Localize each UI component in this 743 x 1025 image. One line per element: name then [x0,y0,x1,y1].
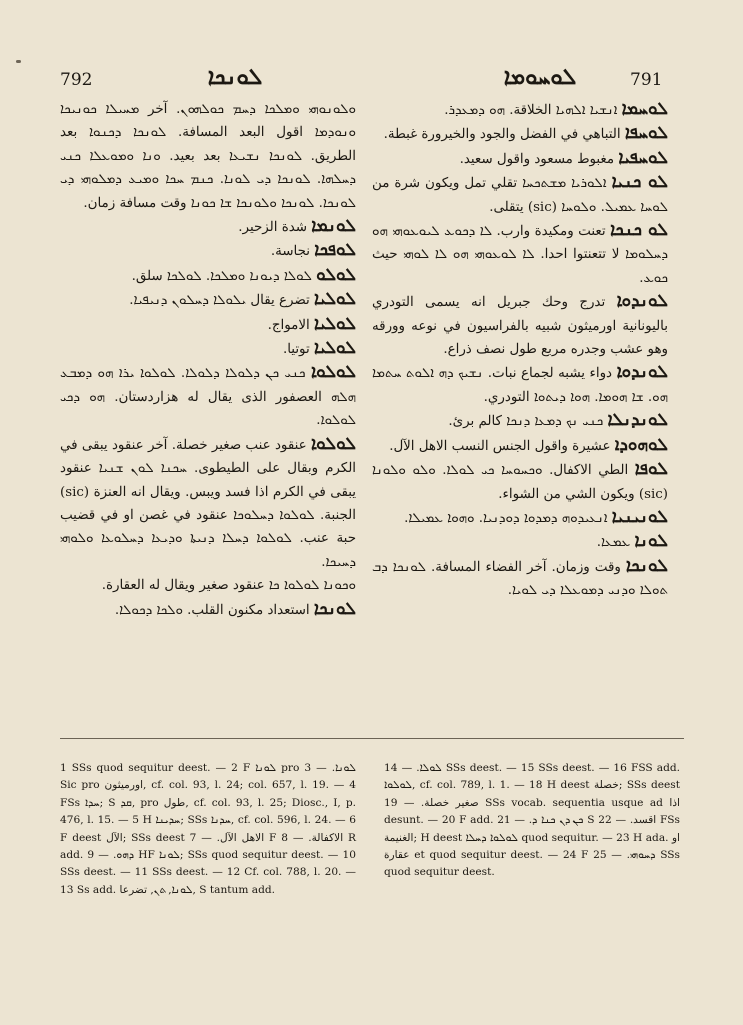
entry-headword: ܠܘܢܕܘܐ [616,291,668,312]
entry-definition: وقت وزمان. آخر الفضاء المسافة. ܠܘܢܟܐ ܕܒ ܬܘܠܐ ܘܕܢܝ ܕܡܘܥܠܐ ܕܝ ܠܘܝܐ. [372,559,668,599]
entry-headword: ܠܘܗܘܕܐ [614,434,668,455]
entry-definition: تدرج وحك جبريل انه يسمى التودري باليونانية اورميثون شبيه بالفراسيون في نوعه وورقه وهو عشب وجدره مربع طول نصف ذراع. [372,295,668,358]
footnote-rule [60,738,684,739]
entry-definition: ܐܢܥܝܕܘܗ ܕܡܕܘܐ ܕܘܕܢܝܐ. ܘܗܘܐ ܥܡܝܠܐ. [404,510,608,526]
entry-headword: ܠܘܢܡܐ [311,216,356,237]
left-column [60,98,356,622]
entry-definition: ܐܠܘܪܝܐ ܡܫܬܟܚܐ تقلي تمل ويكون شرة من ܠܘܚܐ ܥܡܝܠ. ܘܠܘܚܐ (sic) يتقلى. [372,176,668,215]
dictionary-entry [372,171,668,219]
entry-headword: ܠܘܦܐ [634,459,668,480]
entry-definition: ܘܟܘܢܐ ܠܘܠܘܐ ܟܐ عنقود صغير ويقال له العقارة. [101,578,356,594]
entry-headword: ܠܘܠܘܐ [311,433,357,454]
entry-definition: توتيا. [282,342,310,358]
entry-headword: ܠܘܠܝܐ [313,338,356,359]
dictionary-entry [372,147,668,171]
dictionary-entry [372,555,668,603]
dictionary-entry [60,337,356,361]
entry-definition: ܟܢܝ ܟܢ ܕܠܘܠܐ ܕܠܘܠܐ. ܠܘܠܘܐ ܝܪܐ ܗܘ ܕܡܒܥ ܗܠܗ العصفور الذى يقال له هزاردستان. ܗܘ ܕܟܝ ܠܘܠܘܐ. [60,366,356,429]
footnote-block: ܠܘܠܐ. — 14 SSs deest. — 15 SSs deest. — 16 FSS add. ܠܘܠܘܐ, cf. col. 789, l. 1. — 18 H deest خصلة; SSs deest صغير خصلة. — 19 SSs vocab. sequentia usque ad اذا desunt. — 20 F add. ܟܢ ܕܢ ܟܢܐ ܕ. — 21 S اقسد. — 22 FSs الغنيمة; H deest ܠܘܠܘܐ ܕܚܠܐ quod sequitur. — 23 H ada. او عقارة et quod sequitur deest. — 24 F ܕܚܘܗܝ. — 25 SSs quod sequitur deest. [384,762,681,879]
dictionary-entry [60,574,356,597]
dictionary-entry [372,409,668,433]
entry-definition: تعنت ومكيدة وارب. ܠܐ ܕܟܘܥ ܠܝܘܥܘܗܝ ܗܘ ܕܚܠܘܡܐ لا تتعنتوا احدا. ܠܐ ܠܘܥܘܗܝ ܗܘ ܠܐ ܠܘܗܝ حيث ܟܘܥ. [372,224,668,286]
entry-definition: ܘܠܘܢܘܗܝ ܘܡܠܟܐ ܕܚܡ ܟܘܠܗܘܢ. آخر ܡܚܝܠܐ ܟܘܢܝܟܐ ܘܢܘܕܡܐ اقول البعد المسافة. ܠܘܢܟܐ ܕܟܢܘܐ بعد الطريق. ܠܘܢܟܐ ܢܫܝܥܐ بعد بعيد. ܘܢܐ ܘܡܘܥܠܐ ܟܢܝ ܕܚܠܗܐ. ܠܘܢܟܐ ܕܝ ܠܘܢܐ. ܟܢܡ ܚܟܐ ܘܡܝܥ ܕܡܠܘܗܝ ܕܝ ܠܘܢܟܐ. ܠܘܢܟܐ ܘܠܘܢܟܐ ܫܐ ܟܘܢܐ وقت مسافة زمان. [60,102,356,211]
entry-definition: تضرع يقال ܝܠܘܠܐ ܕܚܠܘܢ ܕܢܝܦܝܐ. [129,293,310,309]
dictionary-entry [372,219,668,290]
entry-definition: ܥܡܥܐ. [596,535,631,551]
dictionary-entry [60,215,356,239]
entry-definition: دواء يشبه لجماع نبات. ܢܫܝܟ ܕܗ ܐܠܘܬ ܚܬܡܐ ܗܘ. ܫܐ ܗܘܡܐ. ܗܘܐ ܕܝܬܘܐ التودري. [372,366,668,405]
dictionary-entry [60,598,356,622]
entry-headword: ܠܘܦܟܐ [314,240,356,261]
dictionary-entry [60,313,356,337]
dictionary-entry [60,288,356,312]
footnote-block: 1 SSs quod sequitur deest. — 2 F ܠܘܢܐ pro ܠܘܢܐ. — 3 Sic pro اورميثون, cf. col. 93, l. 24; col. 657, l. 19. — 4 FSs ܚܕܐ; S ܩܕ, pro طول, cf. col. 93, l. 25; Diosc., I, p. 476, l. 15. — 5 H ܚܕܝܢܐ; SSs ܚܕܢܐ, cf. col. 596, l. 24. — 6 F deest الآل; SSs deest الاهل الآل. — 7 F الاكفالة. — 8 R add. ܕܗܘ. — 9 HF ܠܘܢܐ; SSs quod sequitur deest. — 10 SSs deest. — 11 SSs deest. — 12 Cf. col. 788, l. 20. — 13 Ss add. ܠܘܢܐ, ܬܢ, تضرعا, S tantum add. [60,762,357,896]
dictionary-entry [60,433,356,574]
entry-headword: ܠܘܠܘܐ [311,362,356,383]
entry-headword: ܠܘܢܕܢܠܐ [607,410,668,431]
dictionary-entry [372,530,668,554]
dictionary-entry [372,458,668,506]
entry-headword: ܠܘܚܡܐ [621,99,668,119]
right-page-number: 791 [630,70,663,90]
entry-definition: الطي الاكفال. ܘܟܚܘܚܐ ܟܝ ܠܘܠܐ. ܘܠܘ ܘܠܘܢܐ (sic) ويكون الشي من الشواء. [372,463,668,502]
footnotes-left [60,760,356,899]
entry-definition: ܠܘܠܐ ܕܝܘܢܐ ܘܡܠܟܐ. ܠܘܠܟܐ سلق. [131,268,312,284]
entry-definition: ܐܢܫܝܐ ܐܠܗܝܐ الخلاقة. ܗܘ ܕܡܥܕܪ. [444,103,618,118]
footnotes-right [384,760,680,882]
dictionary-entry [372,122,668,146]
entry-definition: عنقود عنب صغير خصلة. آخر عنقود يبقى في الكرم وبقال على الطيطوى. ܚܟܢܐ ܠܘܢ ܫܢܝܐ عنقود يبقى في الكرم اذا فسد ويبس. ويقال انه العنزة (sic) الجنبة. ܠܘܠܘܐ ܕܚܠܘܟܐ عنقود في غصن او في قضيب حبة عنب. ܠܘܠܘܐ ܕܚܠܐ ܕܢܝܬܐ ܘܕܝܥܐ ܕܚܠܘܥܐ ܘܠܘܗܝ ܕܚܝܟܐ. [60,437,356,570]
dictionary-entry [372,290,668,361]
left-page-number: 792 [60,70,93,90]
left-running-head: ܠܘܢܟܐ [207,64,263,90]
dictionary-entry [372,361,668,409]
right-column [372,98,668,603]
paper-speck [16,60,21,63]
entry-definition: مغبوط مسعود واقول سعيد. [459,151,615,167]
entry-definition: التباهي في الفضل والجود والخيرورة غبطة. [383,127,621,143]
entry-headword: ܠܘܠܝܐ [313,289,356,310]
entry-headword: ܠܘܚܦܐ [624,123,668,144]
entry-headword: ܠܘܠܘ [316,264,356,285]
entry-headword: ܠܘܢܕܘܐ [616,362,668,383]
dictionary-entry [60,98,356,215]
entry-definition: الامواج. [267,317,310,333]
dictionary-entry [372,98,668,122]
dictionary-entry [60,264,356,288]
dictionary-entry [372,434,668,458]
entry-headword: ܠܘܢܟܐ [313,598,356,619]
entry-headword: ܠܘ ܟܢܝܐ [611,172,668,193]
entry-definition: عشيرة واقول الجنس النسب الاهل الآل. [389,438,611,454]
entry-definition: استعداد مكنون القلب. ܘܠܟܐ ܕܟܘܠܐ. [114,602,310,618]
entry-headword: ܠܘܚܦܝܐ [618,147,668,168]
dictionary-entry [60,239,356,263]
entry-definition: نجاسة. [270,244,310,260]
entry-headword: ܠܘܠܝܐ [313,313,356,334]
entry-headword: ܠܘ ܟܢܟܐ [610,220,668,241]
dictionary-entry [372,506,668,530]
right-running-head: ܠܘܚܘܡܐ [503,64,577,90]
entry-definition: شدة الزحير. [238,220,307,236]
entry-headword: ܠܘܢܝܢܝܐ [611,506,668,527]
dictionary-entry [60,361,356,432]
entry-headword: ܠܘܢܐ [634,531,668,552]
entry-headword: ܠܘܢܟܐ [625,555,668,576]
entry-definition: ܟܢܝ ܢܟ ܕܡܥܐ ܕܢܟܐ كالم برئ. [448,414,604,430]
